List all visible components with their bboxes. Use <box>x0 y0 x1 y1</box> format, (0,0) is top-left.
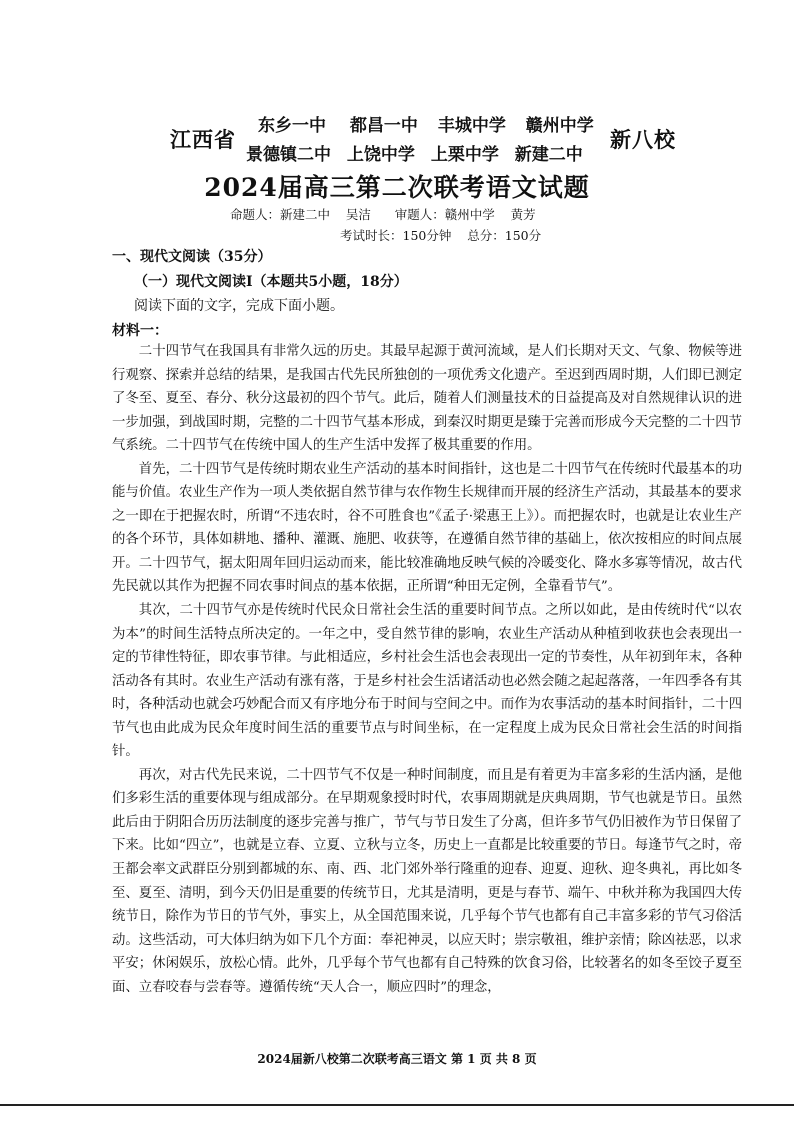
school-name: 上栗中学 <box>430 145 499 165</box>
subsection-heading: （一）现代文阅读Ⅰ（本题共5小题，18分） <box>134 274 408 290</box>
school-name: 丰城中学 <box>437 116 506 136</box>
section-heading: 一、现代文阅读（35分） <box>112 249 272 265</box>
school-name: 上饶中学 <box>346 145 415 165</box>
passage-paragraph: 其次，二十四节气亦是传统时代民众日常社会生活的重要时间节点。之所以如此，是由传统时代“以农为本”的时间生活特点所决定的。一年之中，受自然节律的影响，农业生产活动从种植到收获也会表现出一定的节律性特征，即农事节律。与此相适应，乡村社会生活也会表现出一定的节奏性，从年初到年末，各种活动各有其时。农业生产活动有涨有落，于是乡村社会生活诸活动也必然会随之起起落落，一年四季各有其时，各种活动也就会巧妙配合而又有序地分布于时间与空间之中。而作为农事活动的基本时间指针，二十四节气也由此成为民众年度时间生活的重要节点与时间坐标，在一定程度上成为民众日常社会生活的时间指针。 <box>112 603 742 760</box>
exam-title: 2024届高三第二次联考语文试题 <box>204 173 590 202</box>
exam-duration-score: 考试时长：150分钟 总分：150分 <box>340 228 542 243</box>
school-name: 东乡一中 <box>258 116 326 136</box>
school-list-row-1 <box>258 111 594 136</box>
school-name: 景德镇二中 <box>246 145 331 165</box>
passage-paragraph: 二十四节气在我国具有非常久远的历史。其最早起源于黄河流域，是人们长期对天文、气象、物候等进行观察、探索并总结的结果，是我国古代先民所独创的一项优秀文化遗产。至迟到西周时期，人们即已测定了冬至、夏至、春分、秋分这最初的四个节气。此后，随着人们测量技术的日益提高及对自然规律认识的进一步加强，到战国时期，完整的二十四节气基本形成，到秦汉时期更是臻于完善而形成今天完整的二十四节气系统。二十四节气在传统中国人的生产生活中发挥了极其重要的作用。 <box>112 344 742 454</box>
province-label: 江西省 <box>170 127 236 152</box>
reading-passage <box>112 340 742 999</box>
exam-setters: 命题人：新建二中 吴洁 审题人：赣州中学 黄芳 <box>230 207 536 222</box>
passage-paragraph: 再次，对古代先民来说，二十四节气不仅是一种时间制度，而且是有着更为丰富多彩的生活内涵，是他们多彩生活的重要体现与组成部分。在早期观象授时时代，农事周期就是庆典周期，节气也就是节日。虽然此后由于阴阳合历历法制度的逐步完善与推广，节气与节日发生了分离，但许多节气仍旧被作为节日保留了下来。比如“四立”，也就是立春、立夏、立秋与立冬，历史上一直都是比较重要的节日。每逢节气之时，帝王都会率文武群臣分别到都城的东、南、西、北门郊外举行隆重的迎春、迎夏、迎秋、迎冬典礼，再比如冬至、夏至、清明，到今天仍旧是重要的传统节日，尤其是清明，更是与春节、端午、中秋并称为我国四大传统节日，除作为节日的节气外，事实上，从全国范围来说，几乎每个节气也都有自己丰富多彩的节气习俗活动。这些活动，可大体归纳为如下几个方面：奉祀神灵，以应天时；崇宗敬祖，维护亲情；除凶祛恶，以求平安；休闲娱乐，放松心情。此外，几乎每个节气也都有自己特殊的饮食习俗，比较著名的如冬至饺子夏至面、立春咬春与尝春等。遵循传统“天人合一，顺应四时”的理念， <box>112 767 742 995</box>
school-list-row-2 <box>246 140 583 165</box>
school-name: 新建二中 <box>514 145 583 165</box>
bottom-divider <box>0 1104 794 1106</box>
school-name: 都昌一中 <box>349 116 418 136</box>
reading-instruction: 阅读下面的文字，完成下面小题。 <box>134 298 344 314</box>
passage-paragraph: 首先，二十四节气是传统时期农业生产活动的基本时间指针，这也是二十四节气在传统时代最基本的功能与价值。农业生产作为一项人类依据自然节律与农作物生长规律而开展的经济生产活动，其最基本的要求之一即在于把握农时，所谓“不违农时，谷不可胜食也”《孟子·梁惠王上》）。而把握农时，也就是让农业生产的各个环节，具体如耕地、播种、灌溉、施肥、收获等，在遵循自然节律的基础上，依次按相应的时间点展开。二十四节气，据太阳周年回归运动而来，能比较准确地反映气候的冷暖变化、降水多寡等情况，故古代先民就以其作为把握不同农事时间点的基本依据，正所谓“种田无定例，全靠看节气”。 <box>112 461 742 595</box>
material-label: 材料一： <box>112 323 168 339</box>
page-footer: 2024届新八校第二次联考高三语文 第 1 页 共 8 页 <box>257 1052 537 1066</box>
school-name: 赣州中学 <box>525 116 594 136</box>
school-group-label: 新八校 <box>610 127 676 152</box>
